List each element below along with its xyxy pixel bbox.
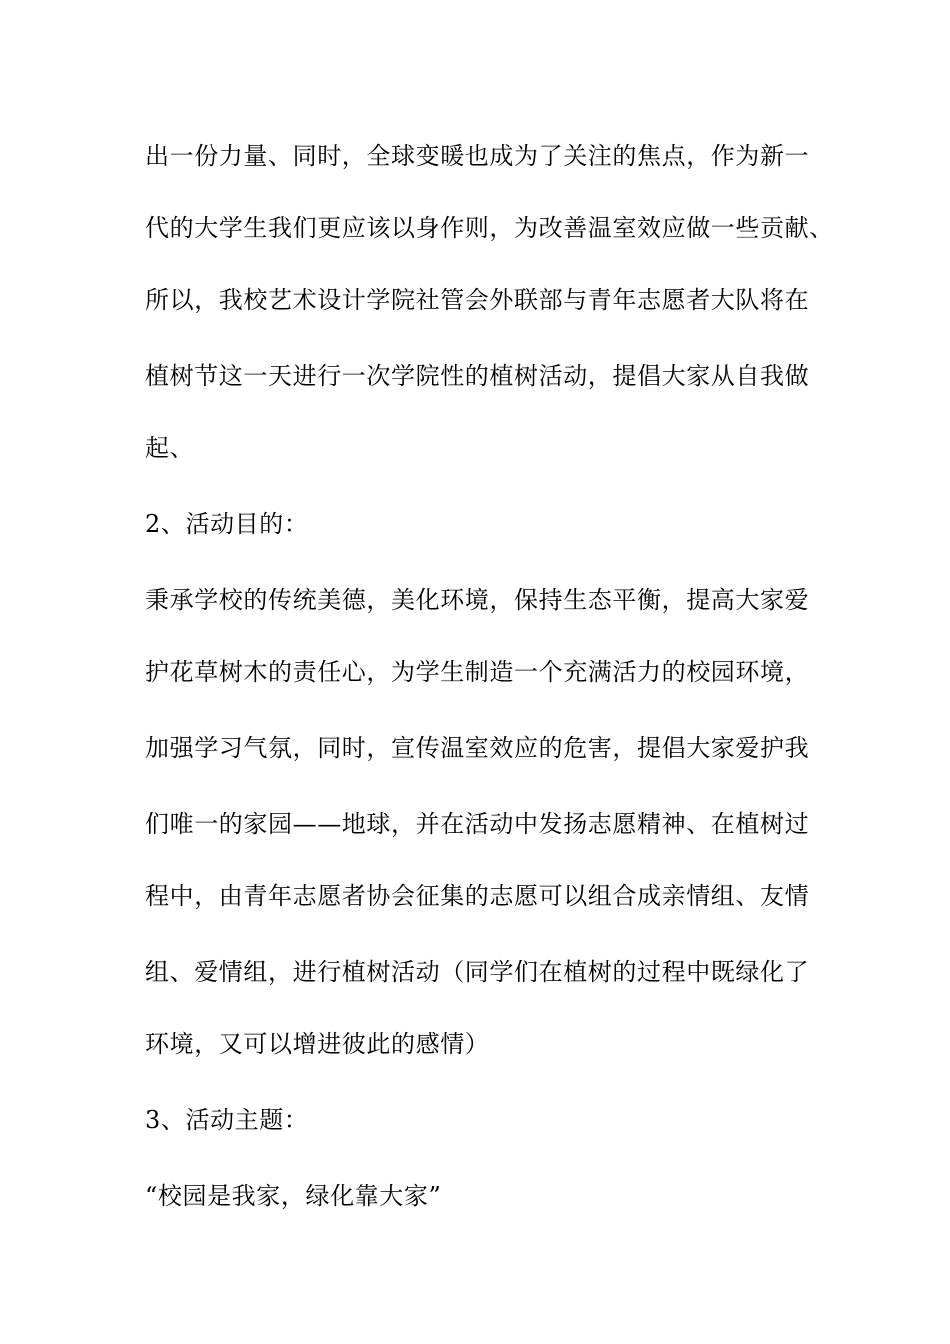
section-heading-theme: 3、活动主题：	[145, 1106, 309, 1134]
theme-slogan: “校园是我家，绿化靠大家”	[145, 1182, 442, 1210]
text-line: 起、	[145, 434, 195, 462]
text-line: 组、爱情组，进行植树活动（同学们在植树的过程中既绿化了	[145, 958, 810, 986]
text-line: 出一份力量、同时，全球变暖也成为了关注的焦点，作为新一	[145, 142, 810, 170]
text-line: 加强学习气氛，同时，宣传温室效应的危害，提倡大家爱护我	[145, 734, 810, 762]
text-line: 程中，由青年志愿者协会征集的志愿可以组合成亲情组、友情	[145, 882, 810, 910]
text-line: 秉承学校的传统美德，美化环境，保持生态平衡，提高大家爱	[145, 586, 810, 614]
text-line: 环境，又可以增进彼此的感情）	[145, 1030, 490, 1058]
section-heading-purpose: 2、活动目的：	[145, 510, 309, 538]
text-line: 代的大学生我们更应该以身作则，为改善温室效应做一些贡献、	[145, 214, 834, 242]
text-line: 护花草树木的责任心，为学生制造一个充满活力的校园环境，	[145, 658, 810, 686]
text-line: 所以，我校艺术设计学院社管会外联部与青年志愿者大队将在	[145, 286, 810, 314]
text-line: 植树节这一天进行一次学院性的植树活动，提倡大家从自我做	[145, 362, 810, 390]
text-line: 们唯一的家园——地球，并在活动中发扬志愿精神、在植树过	[145, 810, 810, 838]
